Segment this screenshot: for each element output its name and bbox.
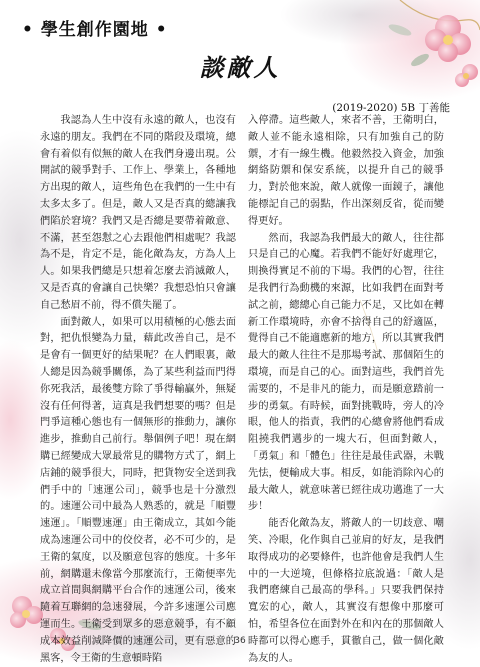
left-column — [40, 113, 236, 667]
author-byline: (2019-2020) 5B 丁善能 — [332, 102, 450, 114]
article-title: 談敵人 — [199, 53, 281, 82]
paragraph: 我認為人生中沒有永遠的敵人，也沒有永遠的朋友。我們在不同的階段及環境，總會有着似有似無的敵人在我們身邊出現。公開試的競爭對手、工作上、學業上，各種地方出現的敵人，這些角色在我們的一生中有太多太多了。但是，敵人又是否真的總讓我們陷於窘境？我們又是否總是要帶着敵意、不滿，甚至怨懟之心去跟他們相處呢？我認為不是，肯定不是，能化敵為友，方為人上人。如果我們總是只想着怎麼去消滅敵人，又是否真的會讓自己快樂？我想恐怕只會讓自己愁眉不前，得不償失罷了。 — [40, 115, 236, 311]
paragraph: 入停滯。這些敵人，來者不善，王衛明白，敵人並不能永遠相除，只有加強自己的防禦，才有一線生機。他毅然投入資金，加強網絡防禦和保安系統，以提升自己的競爭力，對於他來說，敵人就像一面鏡子，讓他能標記自己的弱點，作出深刻反省，從而變得更好。 — [248, 115, 444, 227]
section-title: • 學生創作園地 • — [22, 20, 168, 40]
paragraph: 然而，我認為我們最大的敵人，往往都只是自己的心魔。若我們不能好好處理它，則換得實足不前的下場。我們的心智，往往是我們行為動機的來源，比如我們在面對考試之前，總總心自己能力不足，又比如在轉新工作環境時，亦會不捨得自己的舒適區，覺得自己不能適應新的地方，所以其實我們最大的敵人往往不是那場考試、那個陌生的環境，而是自己的心。面對這些，我們首先需要的，不是非凡的能力，而是願意踏前一步的勇氣。有時候，面對挑戰時，旁人的冷眼，他人的指責，我們的心總會將他們看成阻撓我們邁步的一塊大石，但面對敵人，「勇氣」和「體色」往往是最佳武器，未戰先怯，便輸成大事。相反，如能消除內心的最大敵人，就意味著已經往成功邁進了一大步！ — [248, 232, 444, 513]
paragraph: 能否化敵為友，將敵人的一切歧意、嘲笑、冷眼，化作與自己並肩的好友，是我們取得成功的必要條件，也許他會是我們人生中的一大逆境，但條格拉底說過：「敵人是我們磨練自己最高的學科。」只要我們保持寬宏的心，敵人，其實沒有想像中那麼可怕，希望各位在面對外在和內在的那個敵人時都可以得心應手，貫徹自己，做一個化敵為友的人。 — [248, 518, 444, 664]
page-number: 36 — [234, 636, 246, 646]
right-column — [248, 113, 444, 667]
paragraph: 面對敵人，如果可以用積極的心態去面對，把仇恨變為力量，藉此改善自己，是不是會有一個更好的結果呢？在人們眼裏，敵人總是因為競爭關係，為了某些利益而門得你死我活，最後雙方除了爭得輸贏外，無疑沒有任何得著，這真是我們想要的嗎？但是門爭這種心態也有一個無形的推動力，讓你進步，推動自己前行。舉個例子吧！現在網購已經變成大眾最常見的購物方式了，網上店鋪的競爭很大，同時，把貨物安全送到我們手中的「速運公司」，競爭也是十分激烈的。速運公司中最為人熟悉的，就是「順豐速運」。「順豐速運」由王衛成立，其如今能成為速運公司中的佼佼者，必不可少的，是王衛的氣度，以及願意包容的態度。十多年前，網購還未像當今那麼流行，王衛便率先成立首間與網購平台合作的速運公司，後來隨着互聯網的急速發展，今許多速運公司應運而生。王衛受到眾多的惡意競爭，有不顧成本效益削減降價的速運公司，更有惡意的黑客，令王衛的生意頓時陷 — [40, 316, 236, 664]
